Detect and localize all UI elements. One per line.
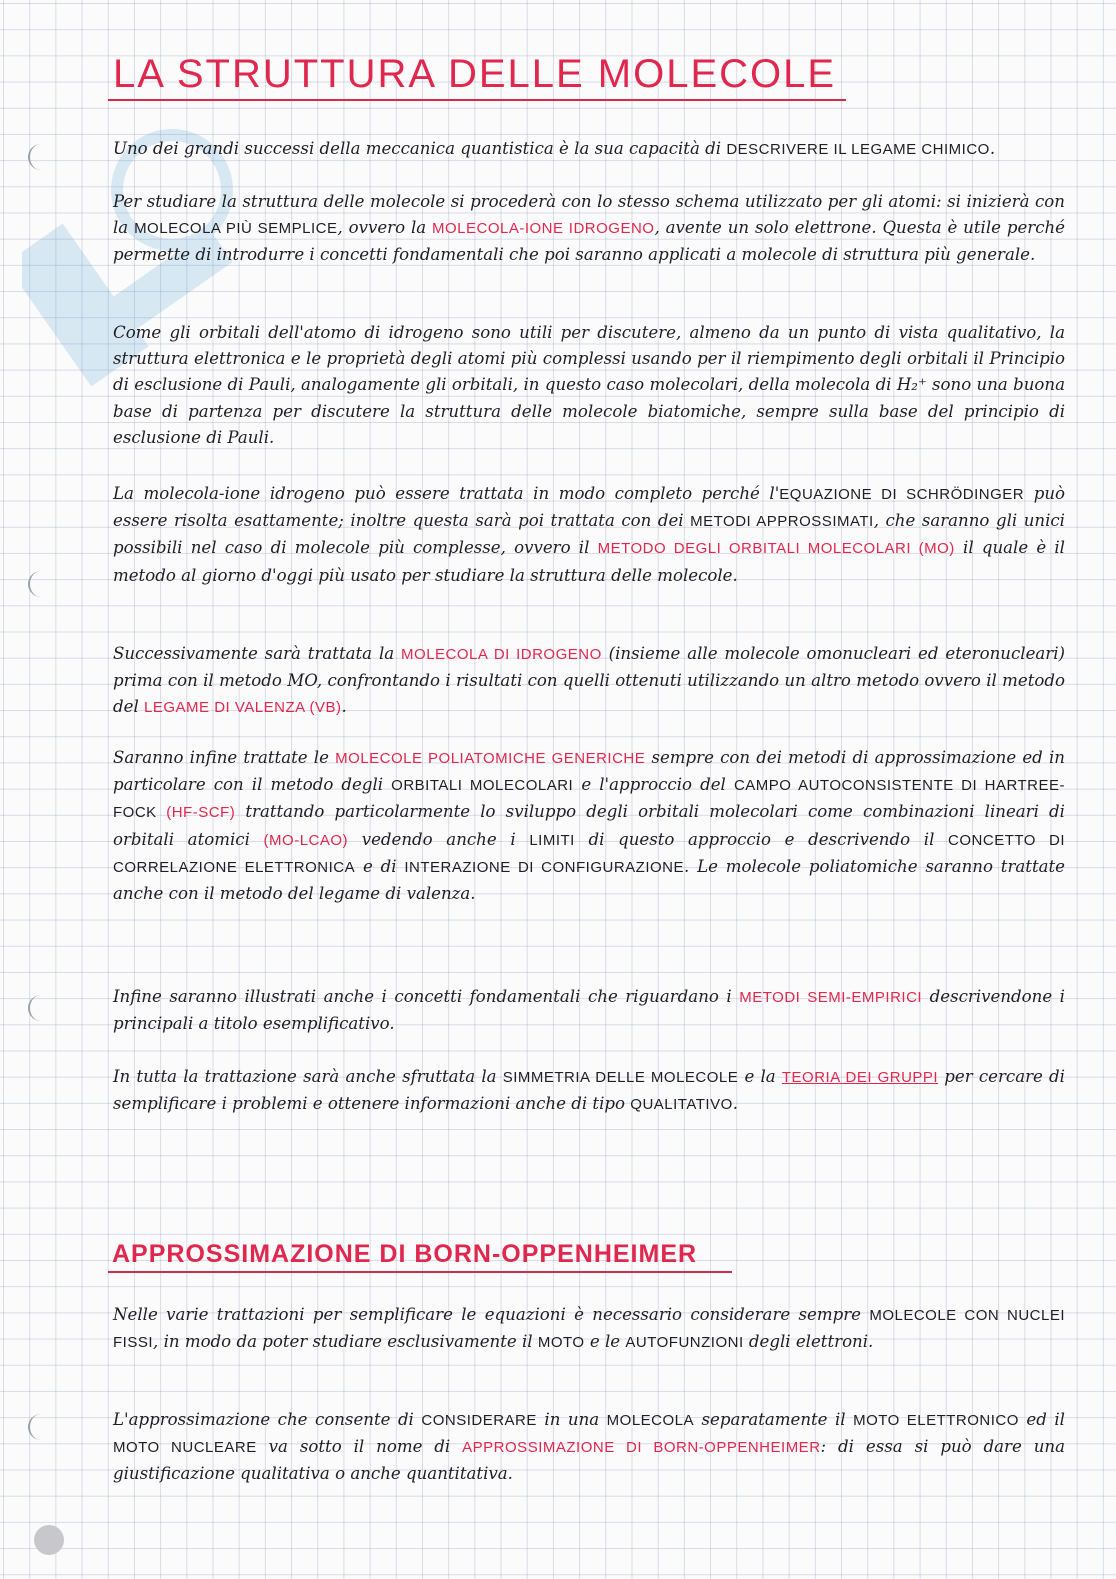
paragraph-orbitals: Come gli orbitali dell'atomo di idrogeno sono utili per discutere, almeno da un punto di vista qualitativo, la struttura elettronica e le proprietà degli atomi più complessi usando per il riempimento degli orbitali il Principio di esclusione di Pauli, analogamente gli orbitali, in questo caso molecolari, della molecola di H₂⁺ sono una buona base di partenza per discutere la struttura delle molecole biatomiche, sempre sulla base del principio di esclusione di Pauli. xyxy=(113,323,1065,447)
section-title: APPROSSIMAZIONE DI BORN-OPPENHEIMER xyxy=(112,1240,698,1268)
paragraph-semi-empirical: Infine saranno illustrati anche i concetti fondamentali che riguardano i METODI SEMI-EMPIRICI descrivendone i principali a titolo esemplificativo. xyxy=(113,987,1065,1034)
paragraph-fixed-nuclei: Nelle varie trattazioni per semplificare le equazioni è necessario considerare sempre MOLECOLE CON NUCLEI FISSI, in modo da poter studiare esclusivamente il MOTO e le AUTOFUNZIONI degli elettroni. xyxy=(113,1305,1065,1352)
paragraph-schrodinger: La molecola-ione idrogeno può essere trattata in modo completo perché l'EQUAZIONE DI SCHRÖDINGER può essere risolta esattamente; inoltre questa sarà poi trattata con dei METODI APPROSSIMATI, che saranno gli unici possibili nel caso di molecole più complesse, ovvero il METODO DEGLI ORBITALI MOLECOLARI (MO) il quale è il metodo al giorno d'oggi più usato per studiare la struttura delle molecole. xyxy=(113,484,1065,585)
paragraph-symmetry: In tutta la trattazione sarà anche sfruttata la SIMMETRIA DELLE MOLECOLE e la TEORIA DEI GRUPPI per cercare di semplificare i problemi e ottenere informazioni anche di tipo QUALITATIVO. xyxy=(113,1067,1065,1114)
binder-hole-mark xyxy=(28,571,42,597)
paragraph-polyatomic: Saranno infine trattate le MOLECOLE POLIATOMICHE GENERICHE sempre con dei metodi di approssimazione ed in particolare con il metodo degli ORBITALI MOLECOLARI e l'approccio del CAMPO AUTOCONSISTENTE DI HARTREE-FOCK (HF-SCF) trattando particolarmente lo sviluppo degli orbitali molecolari come combinazioni lineari di orbitali atomici (MO-LCAO) vedendo anche i LIMITI di questo approccio e descrivendo il CONCETTO DI CORRELAZIONE ELETTRONICA e di INTERAZIONE DI CONFIGURAZIONE. Le molecole poliatomiche saranno trattate anche con il metodo del legame di valenza. xyxy=(113,748,1066,904)
binder-hole-mark xyxy=(28,995,42,1021)
binder-dot xyxy=(34,1525,64,1555)
intro-paragraph: Uno dei grandi successi della meccanica quantistica è la sua capacità di DESCRIVERE IL LEGAME CHIMICO. xyxy=(113,139,996,158)
binder-hole-mark xyxy=(28,1414,42,1440)
paragraph-born-oppenheimer: L'approssimazione che consente di CONSIDERARE in una MOLECOLA separatamente il MOTO ELETTRONICO ed il MOTO NUCLEARE va sotto il nome di APPROSSIMAZIONE DI BORN-OPPENHEIMER: di essa si può dare una giustificazione qualitativa o anche quantitativa. xyxy=(113,1410,1066,1484)
title-underline xyxy=(108,99,846,101)
page-title: LA STRUTTURA DELLE MOLECOLE xyxy=(113,52,837,96)
paragraph-hydrogen: Successivamente sarà trattata la MOLECOLA DI IDROGENO (insieme alle molecole omonucleari ed eteronucleari) prima con il metodo MO, confrontando i risultati con quelli ottenuti utilizzando un altro metodo ovvero il metodo del LEGAME DI VALENZA (VB). xyxy=(113,644,1066,717)
section-underline xyxy=(108,1271,732,1273)
paragraph-approach: Per studiare la struttura delle molecole si procederà con lo stesso schema utilizzato per gli atomi: si inizierà con la MOLECOLA PIÙ SEMPLICE, ovvero la MOLECOLA-IONE IDROGENO, avente un solo elettrone. Questa è utile perché permette di introdurre i concetti fondamentali che poi saranno applicati a molecole di struttura più generale. xyxy=(113,192,1065,265)
